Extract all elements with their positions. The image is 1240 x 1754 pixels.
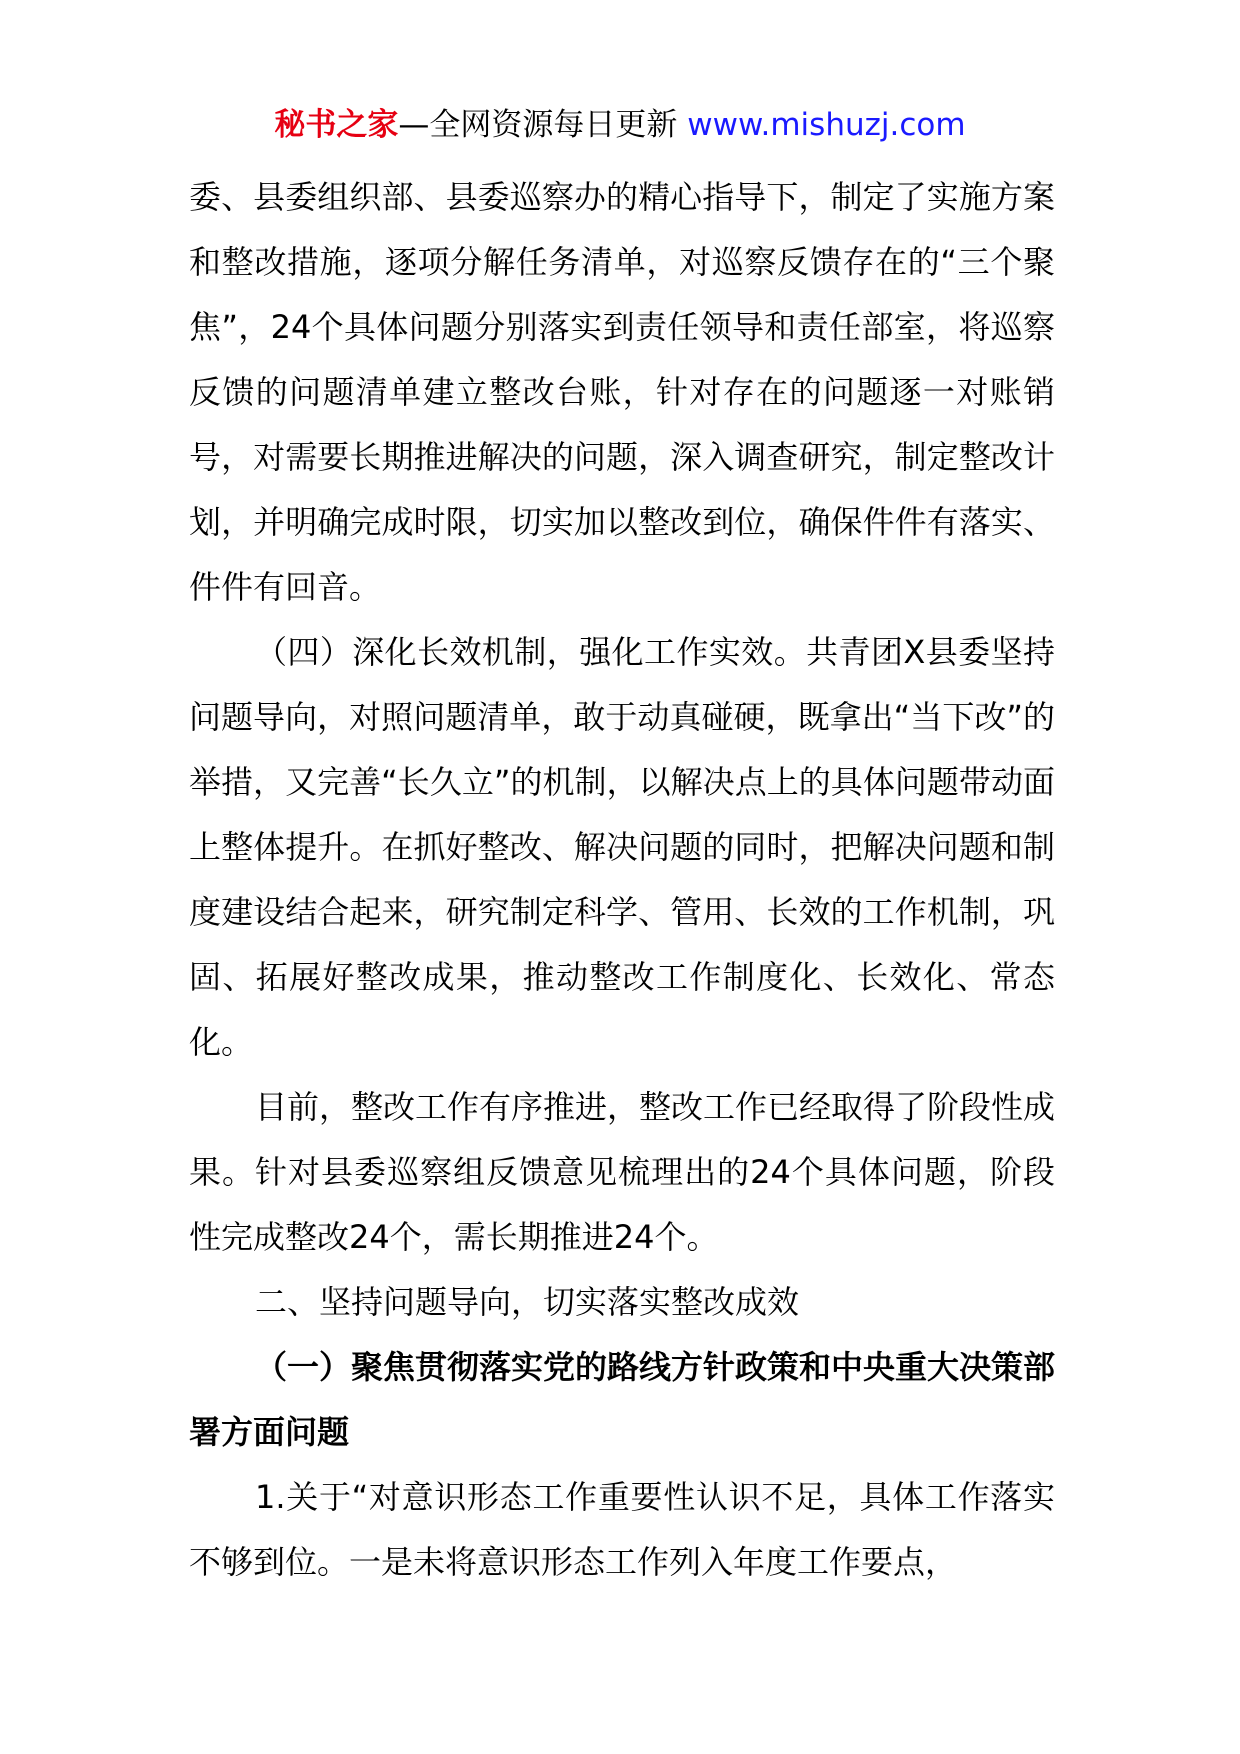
page-header bbox=[0, 100, 1240, 150]
heading-subsection-one: （一）聚焦贯彻落实党的路线方针政策和中央重大决策部署方面问题 bbox=[189, 1348, 1056, 1451]
heading-section-two: 二、坚持问题导向，切实落实整改成效 bbox=[255, 1283, 800, 1321]
header-url-link[interactable]: www.mishuzj.com bbox=[687, 107, 966, 143]
paragraph-progress: 目前，整改工作有序推进，整改工作已经取得了阶段性成果。针对县委巡察组反馈意见梳理出的24个具体问题，阶段性完成整改24个，需长期推进24个。 bbox=[189, 1088, 1056, 1256]
document-body bbox=[189, 165, 1055, 1595]
paragraph-item-one: 1.关于“对意识形态工作重要性认识不足，具体工作落实不够到位。一是未将意识形态工作列入年度工作要点， bbox=[189, 1478, 1055, 1581]
paragraph-section-four: （四）深化长效机制，强化工作实效。共青团X县委坚持问题导向，对照问题清单，敢于动真碰硬，既拿出“当下改”的举措，又完善“长久立”的机制，以解决点上的具体问题带动面上整体提升。在抓好整改、解决问题的同时，把解决问题和制度建设结合起来，研究制定科学、管用、长效的工作机制，巩固、拓展好整改成果，推动整改工作制度化、长效化、常态化。 bbox=[189, 633, 1055, 1061]
header-brand: 秘书之家 bbox=[274, 107, 399, 143]
paragraph-continuation: 委、县委组织部、县委巡察办的精心指导下，制定了实施方案和整改措施，逐项分解任务清单，对巡察反馈存在的“三个聚焦”，24个具体问题分别落实到责任领导和责任部室，将巡察反馈的问题清单建立整改台账，针对存在的问题逐一对账销号，对需要长期推进解决的问题，深入调查研究，制定整改计划，并明确完成时限，切实加以整改到位，确保件件有落实、件件有回音。 bbox=[189, 178, 1055, 606]
header-tagline: —全网资源每日更新 bbox=[398, 107, 688, 143]
